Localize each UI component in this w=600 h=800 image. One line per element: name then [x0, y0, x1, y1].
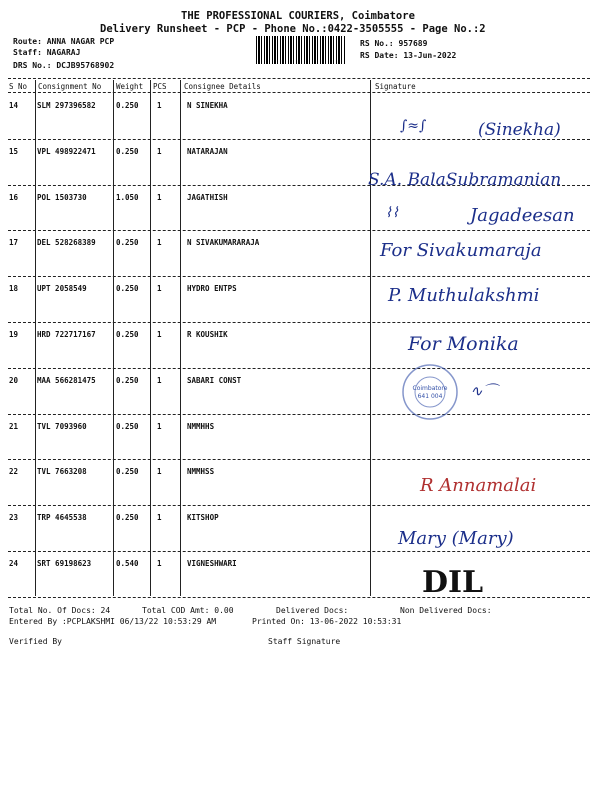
- col-header-consignee: Consignee Details: [184, 82, 261, 91]
- signature-row-22: R Annamalai: [420, 475, 537, 496]
- printed-on: Printed On: 13-06-2022 10:53:31: [252, 617, 402, 626]
- total-cod-amount: Total COD Amt: 0.00: [142, 606, 234, 615]
- signature-row-18: P. Muthulakshmi: [388, 285, 540, 306]
- col-divider: [370, 80, 371, 596]
- signature-scribble: ∿⌒: [470, 382, 498, 400]
- cell-consignee: KITSHOP: [187, 513, 219, 523]
- cell-weight: 0.250: [116, 375, 139, 385]
- signature-row-23: Mary (Mary): [398, 528, 514, 549]
- cell-consignment: DEL 528268389: [37, 238, 96, 248]
- cell-consignee: N SIVAKUMARARAJA: [187, 238, 260, 248]
- col-header-signature: Signature: [375, 82, 416, 91]
- cell-sno: 22: [9, 467, 19, 477]
- verified-by: Verified By: [9, 637, 62, 646]
- cell-pcs: 1: [157, 421, 162, 431]
- cell-sno: 19: [9, 330, 19, 339]
- cell-pcs: 1: [157, 330, 162, 339]
- signature-row-17: For Sivakumaraja: [380, 240, 542, 261]
- cell-consignee: NATARAJAN: [187, 146, 228, 156]
- cell-sno: 17: [9, 238, 19, 248]
- cell-consignee: NMMHHS: [187, 421, 215, 431]
- non-delivered-docs: Non Delivered Docs:: [400, 606, 492, 615]
- cell-weight: 0.250: [116, 467, 139, 477]
- cell-weight: 0.250: [116, 101, 139, 110]
- cell-consignment: POL 1503730: [37, 192, 87, 202]
- signature-scribble: ∫≈∫: [400, 118, 427, 134]
- cell-consignment: TVL 7093960: [37, 421, 87, 431]
- cell-weight: 0.250: [116, 330, 139, 339]
- col-divider: [180, 80, 181, 596]
- signature-row-24: DIL: [422, 565, 484, 600]
- delivered-docs: Delivered Docs:: [276, 606, 349, 615]
- row-divider: [8, 230, 590, 231]
- cell-pcs: 1: [157, 284, 162, 294]
- signature-row-14: (Sinekha): [478, 120, 561, 140]
- stamp-pincode: 641 004: [417, 393, 443, 400]
- col-header-pcs: PCS: [153, 82, 167, 91]
- cell-weight: 0.250: [116, 146, 139, 156]
- cell-sno: 24: [9, 559, 19, 568]
- cell-sno: 23: [9, 513, 19, 523]
- cell-consignment: HRD 722717167: [37, 330, 96, 339]
- cell-consignee: R KOUSHIK: [187, 330, 228, 339]
- cell-consignment: SRT 69198623: [37, 559, 92, 568]
- cell-pcs: 1: [157, 192, 162, 202]
- cell-consignment: TRP 4645538: [37, 513, 87, 523]
- cell-consignment: TVL 7663208: [37, 467, 87, 477]
- cell-consignee: HYDRO ENTPS: [187, 284, 237, 294]
- cell-sno: 15: [9, 146, 19, 156]
- table-header-rule: [8, 92, 590, 93]
- cell-pcs: 1: [157, 238, 162, 248]
- cell-pcs: 1: [157, 559, 162, 568]
- cell-weight: 0.250: [116, 238, 139, 248]
- cell-weight: 1.050: [116, 192, 139, 202]
- staff-signature: Staff Signature: [268, 637, 341, 646]
- runsheet-subtitle: Delivery Runsheet - PCP - Phone No.:0422-3505555 - Page No.:2: [100, 23, 486, 35]
- company-title: THE PROFESSIONAL COURIERS, Coimbatore: [181, 10, 415, 22]
- rs-number: RS No.: 957689: [360, 39, 428, 48]
- cell-sno: 21: [9, 421, 19, 431]
- row-divider: [8, 551, 590, 552]
- cell-sno: 18: [9, 284, 19, 294]
- cell-consignee: NMMHSS: [187, 467, 215, 477]
- cell-pcs: 1: [157, 513, 162, 523]
- row-divider: [8, 505, 590, 506]
- drs-number: DRS No.: DCJB95768902: [13, 61, 115, 70]
- table-bottom-rule: [8, 597, 590, 598]
- row-divider: [8, 276, 590, 277]
- col-divider: [113, 80, 114, 596]
- cell-weight: 0.250: [116, 513, 139, 523]
- cell-weight: 0.540: [116, 559, 139, 568]
- cell-consignment: UPT 2058549: [37, 284, 87, 294]
- cell-consignee: VIGNESHWARI: [187, 559, 237, 568]
- table-top-rule: [8, 78, 590, 79]
- row-divider: [8, 368, 590, 369]
- cell-consignment: SLM 297396582: [37, 101, 96, 110]
- signature-row-15: S.A. BalaSubramanian: [368, 170, 562, 190]
- company-stamp: [400, 362, 460, 422]
- cell-pcs: 1: [157, 101, 162, 110]
- cell-consignee: N SINEKHA: [187, 101, 228, 110]
- cell-pcs: 1: [157, 146, 162, 156]
- barcode: [256, 36, 346, 64]
- cell-consignee: SABARI CONST: [187, 375, 242, 385]
- signature-scribble: ⌇⌇: [385, 205, 399, 221]
- cell-sno: 16: [9, 192, 19, 202]
- col-header-consignment: Consignment No: [38, 82, 102, 91]
- total-docs: Total No. Of Docs: 24: [9, 606, 111, 615]
- signature-row-19: For Monika: [408, 333, 519, 355]
- cell-consignment: MAA 566281475: [37, 375, 96, 385]
- staff-label: Staff: NAGARAJ: [13, 48, 81, 57]
- entered-by: Entered By :PCPLAKSHMI 06/13/22 10:53:29 AM: [9, 617, 217, 626]
- cell-pcs: 1: [157, 375, 162, 385]
- row-divider: [8, 322, 590, 323]
- row-divider: [8, 459, 590, 460]
- stamp-city: Coimbatore: [412, 385, 448, 392]
- cell-sno: 14: [9, 101, 19, 110]
- signature-row-16: Jagadeesan: [470, 205, 575, 226]
- cell-pcs: 1: [157, 467, 162, 477]
- rs-date: RS Date: 13-Jun-2022: [360, 51, 457, 60]
- cell-weight: 0.250: [116, 421, 139, 431]
- cell-consignee: JAGATHISH: [187, 192, 228, 202]
- col-header-weight: Weight: [116, 82, 144, 91]
- col-divider: [35, 80, 36, 596]
- col-divider: [150, 80, 151, 596]
- cell-consignment: VPL 498922471: [37, 146, 96, 156]
- route-label: Route: ANNA NAGAR PCP: [13, 37, 115, 46]
- row-divider: [8, 414, 590, 415]
- col-header-sno: S No: [9, 82, 28, 91]
- cell-weight: 0.250: [116, 284, 139, 294]
- cell-sno: 20: [9, 375, 19, 385]
